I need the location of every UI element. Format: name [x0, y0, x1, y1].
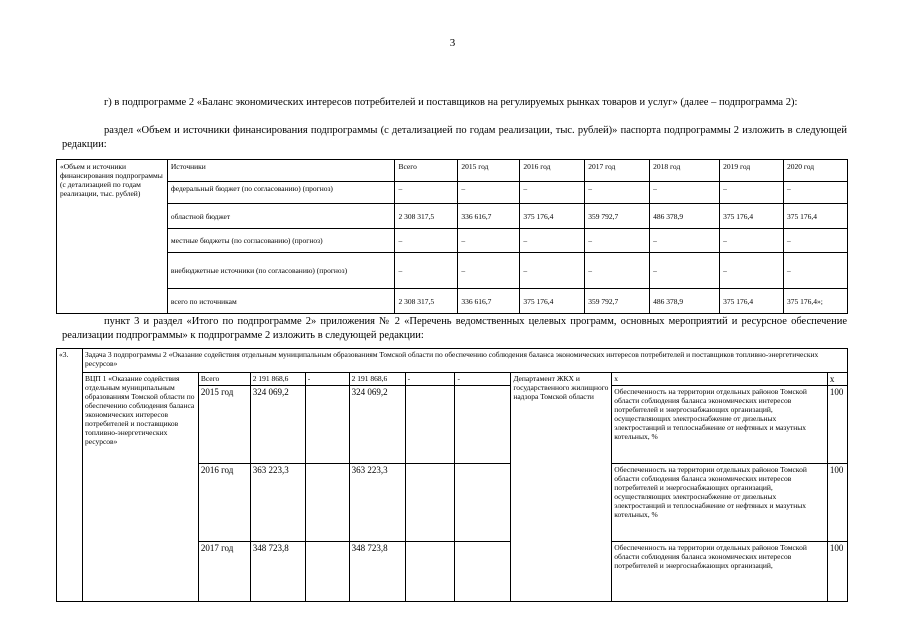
- value-cell: –: [395, 182, 458, 204]
- value-cell: 375 176,4»;: [783, 289, 847, 314]
- source-cell: федеральный бюджет (по согласованию) (прогноз): [167, 182, 395, 204]
- value-cell: 2 191 868,6: [250, 373, 305, 386]
- value-cell: –: [720, 253, 784, 289]
- value-cell: –: [783, 253, 847, 289]
- value-cell: –: [650, 253, 720, 289]
- value-cell: –: [458, 182, 520, 204]
- value-cell: 2 308 317,5: [395, 204, 458, 229]
- header-cell: Источники: [167, 160, 395, 182]
- period-cell: 2017 год: [198, 542, 250, 602]
- value-cell: [455, 386, 511, 464]
- header-cell: 2019 год: [720, 160, 784, 182]
- value-cell: –: [585, 229, 650, 253]
- value-cell: 348 723,8: [250, 542, 305, 602]
- source-cell: всего по источникам: [167, 289, 395, 314]
- period-cell: 2016 год: [198, 464, 250, 542]
- value-cell: –: [650, 182, 720, 204]
- value-cell: 486 378,9: [650, 204, 720, 229]
- task-title: Задача 3 подпрограммы 2 «Оказание содействия отдельным муниципальным образованиям Томской области по обеспечению соблюдения баланса экономических интересов потребителей и поставщиков топливно-энергетических ресурсов»: [82, 349, 847, 373]
- value-cell: –: [520, 182, 585, 204]
- source-cell: областной бюджет: [167, 204, 395, 229]
- value-cell: 375 176,4: [520, 204, 585, 229]
- value-cell: –: [720, 229, 784, 253]
- header-cell: 2020 год: [783, 160, 847, 182]
- value-cell: –: [458, 229, 520, 253]
- indicator-cell: Обеспеченность на территории отдельных районов Томской области соблюдения баланса экономических интересов потребителей и энергоснабжающих организаций, осуществляющих электроснабжение от дизельных электростанций и теплоснабжение от нефтяных и мазутных котельных, %: [612, 464, 828, 542]
- value-cell: 359 792,7: [585, 204, 650, 229]
- value-cell: –: [520, 253, 585, 289]
- value-cell: 336 616,7: [458, 289, 520, 314]
- header-cell: 2017 год: [585, 160, 650, 182]
- value-cell: -: [455, 373, 511, 386]
- value-cell: [405, 542, 455, 602]
- value-cell: 348 723,8: [349, 542, 405, 602]
- value-cell: 2 308 317,5: [395, 289, 458, 314]
- value-cell: –: [585, 253, 650, 289]
- table-row: [57, 182, 848, 204]
- page-number: 3: [449, 37, 456, 49]
- value-cell: [455, 542, 511, 602]
- paragraph-subprogram: г) в подпрограмме 2 «Баланс экономических интересов потребителей и поставщиков на регулируемых рынках товаров и услуг» (далее – подпрограмма 2):: [104, 97, 798, 108]
- indicator-cell: Обеспеченность на территории отдельных районов Томской области соблюдения баланса экономических интересов потребителей и энергоснабжающих организаций,: [612, 542, 828, 602]
- value-cell: –: [395, 253, 458, 289]
- table-row: [57, 204, 848, 229]
- source-cell: внебюджетные источники (по согласованию) (прогноз): [167, 253, 395, 289]
- value-cell: [305, 542, 349, 602]
- indicator-cell: Обеспеченность на территории отдельных районов Томской области соблюдения баланса экономических интересов потребителей и энергоснабжающих организаций, осуществляющих электроснабжение от дизельных электростанций и теплоснабжение от нефтяных и мазутных котельных, %: [612, 386, 828, 464]
- value-cell: [405, 464, 455, 542]
- value-cell: 359 792,7: [585, 289, 650, 314]
- indicator-cell: х: [612, 373, 828, 386]
- source-cell: местные бюджеты (по согласованию) (прогноз): [167, 229, 395, 253]
- indicator-value: 100: [827, 386, 847, 464]
- value-cell: 375 176,4: [783, 204, 847, 229]
- table-row: [57, 289, 848, 314]
- financing-row-label: «Объем и источники финансирования подпрограммы (с детализацией по годам реализации, тыс. рублей): [57, 160, 168, 314]
- value-cell: [405, 386, 455, 464]
- value-cell: 324 069,2: [250, 386, 305, 464]
- value-cell: –: [395, 229, 458, 253]
- value-cell: -: [405, 373, 455, 386]
- period-cell: Всего: [198, 373, 250, 386]
- value-cell: [305, 464, 349, 542]
- value-cell: 2 191 868,6: [349, 373, 405, 386]
- table-row: [57, 253, 848, 289]
- value-cell: 375 176,4: [720, 289, 784, 314]
- header-cell: Всего: [395, 160, 458, 182]
- paragraph-item-3: пункт 3 и раздел «Итого по подпрограмме 2» приложения № 2 «Перечень ведомственных целевых программ, основных мероприятий и ресурсное обеспечение реализации подпрограммы» к подпрограмме 2 изложить в следующей редакции:: [62, 316, 847, 341]
- table-row: [57, 373, 848, 386]
- responsible-department: Департамент ЖКХ и государственного жилищного надзора Томской области: [511, 373, 612, 602]
- value-cell: 363 223,3: [349, 464, 405, 542]
- value-cell: [455, 464, 511, 542]
- value-cell: 363 223,3: [250, 464, 305, 542]
- value-cell: 336 616,7: [458, 204, 520, 229]
- value-cell: –: [458, 253, 520, 289]
- header-cell: 2015 год: [458, 160, 520, 182]
- vcp-title: ВЦП 1 «Оказание содействия отдельным муниципальным образованиям Томской области по обеспечению соблюдения баланса экономических интересов потребителей и поставщиков топливно-энергетических ресурсов»: [82, 373, 198, 602]
- header-cell: 2018 год: [650, 160, 720, 182]
- value-cell: –: [585, 182, 650, 204]
- period-cell: 2015 год: [198, 386, 250, 464]
- value-cell: 324 069,2: [349, 386, 405, 464]
- program-table: [56, 348, 848, 602]
- value-cell: 486 378,9: [650, 289, 720, 314]
- value-cell: –: [783, 182, 847, 204]
- value-cell: 375 176,4: [520, 289, 585, 314]
- value-cell: -: [305, 373, 349, 386]
- indicator-value: 100: [827, 542, 847, 602]
- item-number: «3.: [57, 349, 83, 602]
- value-cell: –: [720, 182, 784, 204]
- value-cell: [305, 386, 349, 464]
- financing-table: [56, 159, 848, 314]
- indicator-value: х: [827, 373, 847, 386]
- paragraph-section: раздел «Объем и источники финансирования подпрограммы (с детализацией по годам реализации, тыс. рублей)» паспорта подпрограммы 2 изложить в следующей редакции:: [62, 125, 847, 150]
- header-cell: 2016 год: [520, 160, 585, 182]
- value-cell: –: [520, 229, 585, 253]
- value-cell: –: [783, 229, 847, 253]
- value-cell: –: [650, 229, 720, 253]
- indicator-value: 100: [827, 464, 847, 542]
- table-row: [57, 229, 848, 253]
- value-cell: 375 176,4: [720, 204, 784, 229]
